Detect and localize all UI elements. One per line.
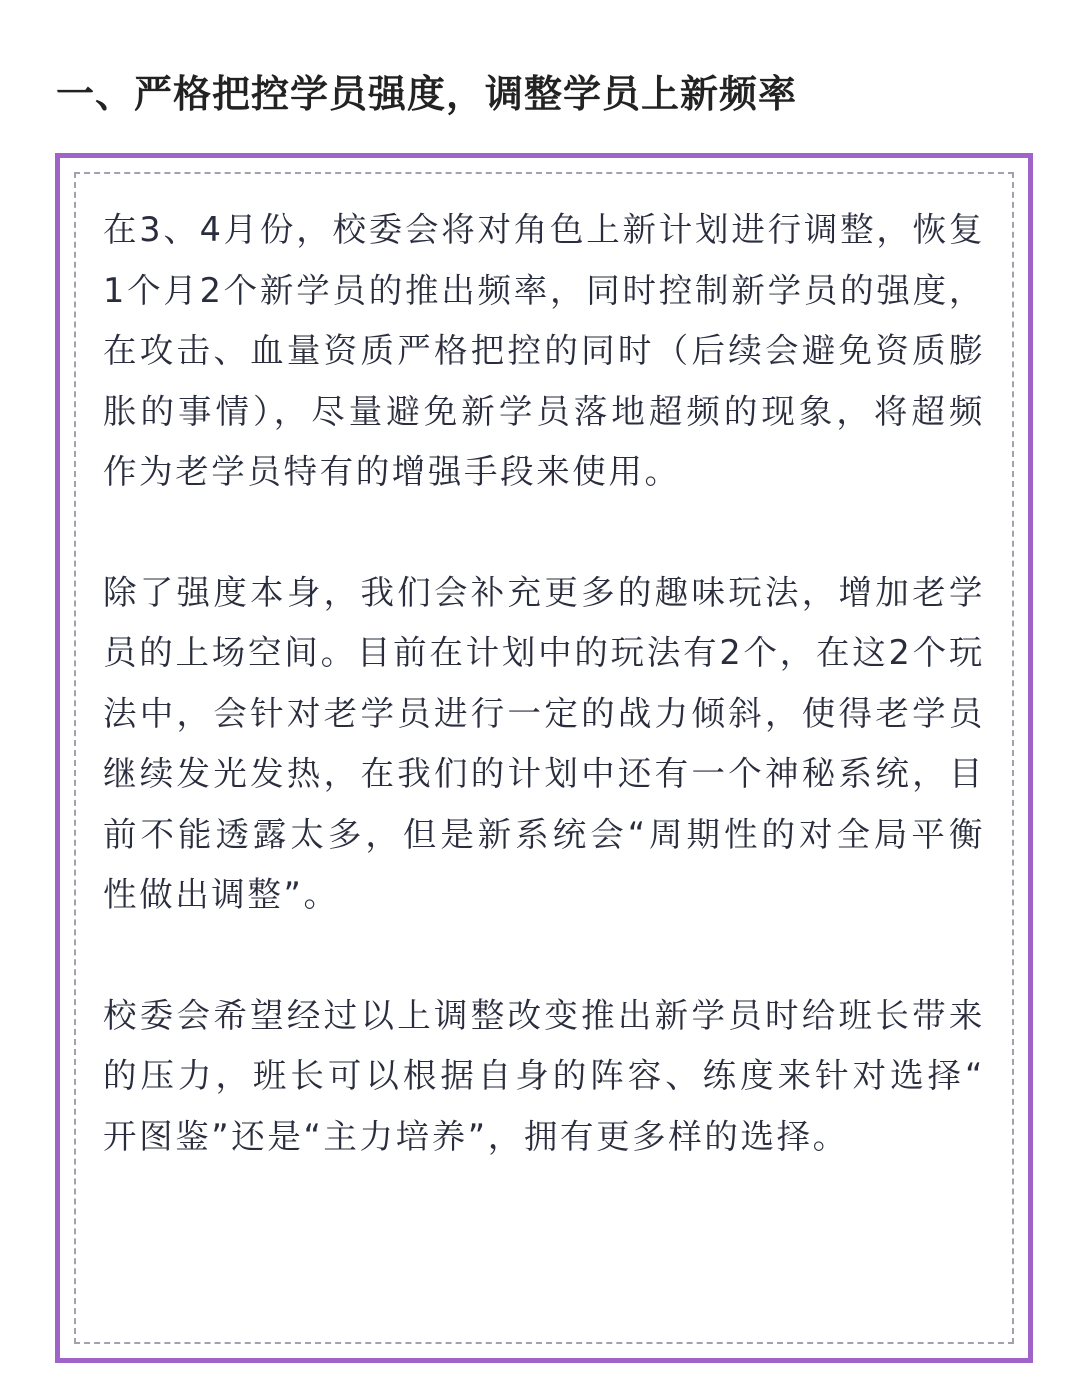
paragraph-player-choice: 校委会希望经过以上调整改变推出新学员时给班长带来的压力，班长可以根据自身的阵容、练度来针对选择“开图鉴”还是“主力培养”，拥有更多样的选择。 — [103, 995, 985, 1156]
section-heading: 一、严格把控学员强度，调整学员上新频率 — [56, 72, 798, 116]
paragraph-new-gameplay: 除了强度本身，我们会补充更多的趣味玩法，增加老学员的上场空间。目前在计划中的玩法有2个，在这2个玩法中，会针对老学员进行一定的战力倾斜，使得老学员继续发光发热，在我们的计划中还有一个神秘系统，目前不能透露太多，但是新系统会“周期性的对全局平衡性做出调整”。 — [103, 572, 985, 914]
paragraph-schedule-adjustment: 在3、4月份，校委会将对角色上新计划进行调整，恢复1个月2个新学员的推出频率，同时控制新学员的强度，在攻击、血量资质严格把控的同时（后续会避免资质膨胀的事情），尽量避免新学员落地超频的现象，将超频作为老学员特有的增强手段来使用。 — [103, 210, 985, 491]
article-body — [103, 200, 985, 1167]
